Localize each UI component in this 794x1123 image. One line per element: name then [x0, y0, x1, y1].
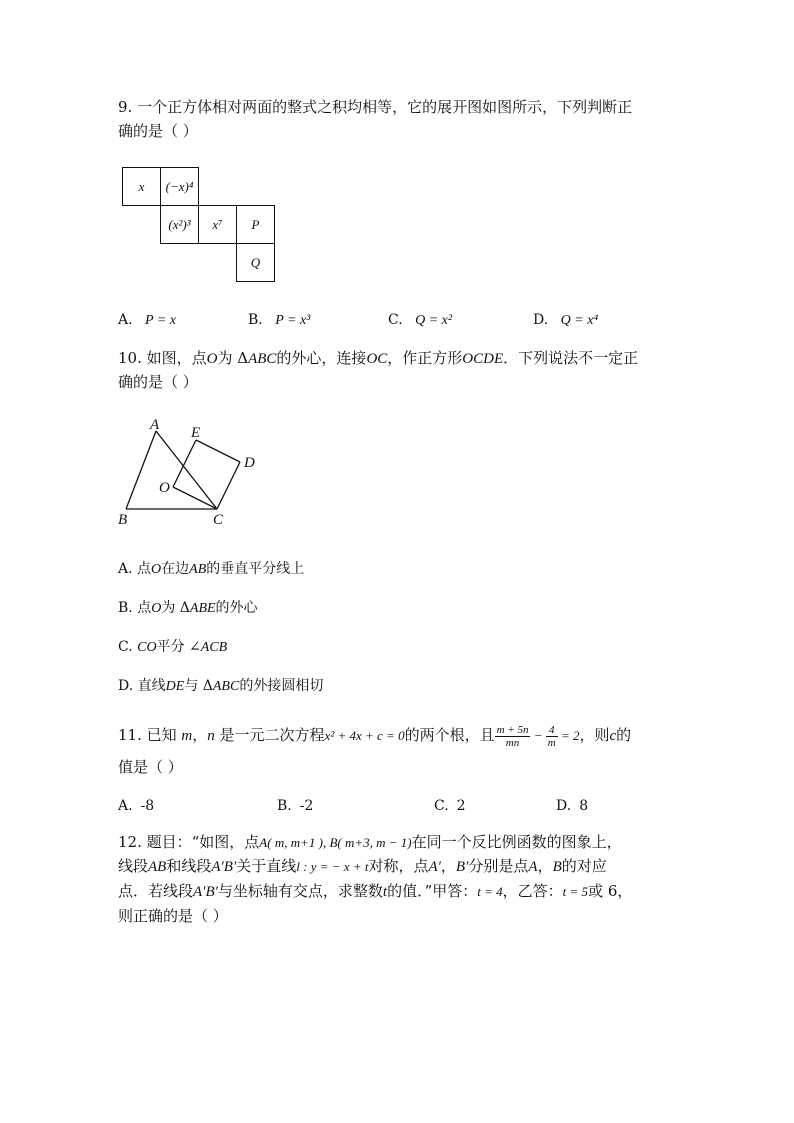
var: ACB [200, 640, 228, 655]
q11-stem-line1 [118, 722, 631, 749]
option-label: C. [388, 312, 403, 328]
text: D. 直线 [118, 678, 166, 694]
var: O [151, 601, 162, 616]
var-ocde: OCDE [462, 351, 504, 367]
fraction-2 [546, 724, 558, 749]
q9-option-d[interactable] [533, 311, 598, 330]
option-label: D. [556, 798, 572, 814]
var-o: O [206, 351, 218, 367]
text: 平分 ∠ [156, 639, 201, 655]
line-equation: l : y = − x + t [296, 859, 369, 874]
option-expr: Q = x² [415, 313, 453, 328]
label-e: E [191, 425, 201, 441]
option-value: 8 [579, 798, 589, 814]
segment-ac [156, 431, 217, 509]
text: ，则 [579, 726, 610, 744]
segment-cd [217, 462, 240, 509]
numerator: m + 5n [496, 723, 529, 736]
var: A′ [428, 859, 441, 875]
var: B′ [455, 859, 469, 875]
text: 关于直线 [236, 857, 297, 875]
text: 对称，点 [368, 857, 429, 875]
text: 为 Δ [161, 600, 190, 616]
net-cell-neg-x-4: (−x)⁴ [160, 167, 199, 206]
answer-jia: t = 4 [477, 884, 503, 899]
text: 或 6， [588, 882, 633, 900]
var: CO [137, 640, 157, 655]
text: ， [440, 857, 456, 875]
var-oc: OC [366, 351, 388, 367]
text: 是一元二次方程 [214, 726, 325, 744]
q10-stem-line2: 确的是（ ） [118, 373, 198, 391]
numerator: 4 [546, 724, 558, 737]
q10-option-c[interactable] [118, 638, 227, 657]
net-cell-x7: x⁷ [198, 205, 237, 244]
text: 点．若线段 [118, 882, 194, 900]
segment-eo [173, 440, 196, 487]
option-label: B. [248, 312, 263, 328]
net-cell-x: x [122, 167, 161, 206]
var-c: c [609, 728, 617, 744]
option-value: -2 [299, 798, 314, 814]
text: 的垂直平分线上 [206, 561, 305, 577]
q10-option-a[interactable] [118, 560, 304, 579]
q12-stem-line2 [118, 856, 607, 877]
text: 的外接圆相切 [239, 678, 324, 694]
equation: x² + 4x + c = 0 [324, 728, 405, 743]
q9-option-c[interactable] [388, 311, 452, 330]
segment-oc [173, 487, 217, 509]
q11-option-b[interactable] [277, 797, 313, 815]
option-expr: P = x³ [275, 313, 311, 328]
var: AB [189, 562, 207, 577]
q11-stem-line2: 值是（ ） [118, 758, 183, 776]
var: A [528, 859, 538, 875]
option-expr: P = x [145, 313, 176, 328]
text: 10. 如图，点 [118, 349, 207, 367]
var: B [552, 859, 562, 875]
q10-option-b[interactable] [118, 599, 258, 618]
q12-stem-line3 [118, 881, 632, 902]
text: 的值．”甲答： [387, 882, 478, 900]
label-a: A [150, 417, 160, 433]
segment-ab [126, 431, 156, 509]
option-expr: Q = x⁴ [560, 313, 599, 328]
text: ， [192, 726, 208, 744]
net-cell-p: P [236, 205, 275, 244]
option-label: A. [118, 312, 133, 328]
denominator: mn [505, 736, 520, 749]
net-cell-x2-3: (x²)³ [160, 205, 199, 244]
text: 的外心 [215, 600, 258, 616]
text: 与 Δ [184, 678, 213, 694]
q12-stem-line4: 则正确的是（ ） [118, 907, 228, 925]
var-t: t [382, 884, 388, 900]
q10-option-d[interactable] [118, 677, 323, 696]
q10-figure [110, 412, 270, 530]
answer-yi: t = 5 [562, 884, 589, 899]
var: A′B′ [193, 884, 218, 900]
var: DE [165, 679, 185, 694]
var: O [151, 562, 162, 577]
option-label: B. [277, 798, 292, 814]
points: A( m, m+1 ), B( m+3, m − 1) [259, 835, 412, 850]
net-cell-q: Q [236, 243, 275, 282]
text: B. 点 [118, 600, 152, 616]
q11-option-c[interactable] [434, 797, 466, 815]
fraction-1 [495, 724, 531, 749]
text: 与坐标轴有交点，求整数 [217, 882, 383, 900]
label-d: D [244, 455, 255, 471]
denominator: m [547, 736, 556, 749]
option-label: D. [533, 312, 549, 328]
equals: = 2 [557, 728, 580, 743]
text: ，乙答： [502, 882, 563, 900]
var-n: n [207, 728, 215, 744]
text: 12. 题目：“如图，点 [118, 833, 260, 851]
operator: − [530, 728, 546, 743]
q9-option-a[interactable] [118, 311, 176, 330]
text: ，作正方形 [387, 349, 463, 367]
var: ABC [212, 679, 240, 694]
q9-stem-line1: 9. 一个正方体相对两面的整式之积均相等，它的展开图如图所示，下列判断正 [118, 98, 633, 116]
text: 在边 [161, 561, 190, 577]
text: A. 点 [118, 561, 152, 577]
text: 的外心，连接 [276, 349, 367, 367]
q11-option-d[interactable] [556, 797, 588, 815]
text: 线段 [118, 857, 149, 875]
segment-de [196, 440, 240, 462]
q9-stem-line2: 确的是（ ） [118, 122, 198, 140]
q11-option-a[interactable] [118, 797, 154, 815]
option-value: -8 [140, 798, 155, 814]
var: AB [148, 859, 167, 875]
label-o: O [159, 480, 170, 496]
var: A′B′ [211, 859, 237, 875]
label-b: B [118, 512, 128, 528]
var-m: m [181, 728, 193, 744]
text: C. [118, 639, 138, 655]
text: 的对应 [561, 857, 607, 875]
option-label: A. [118, 798, 133, 814]
text: ， [537, 857, 553, 875]
text: 分别是点 [468, 857, 529, 875]
var-abc: ABC [248, 351, 277, 367]
text: 的两个根，且 [404, 726, 495, 744]
text: 的 [616, 726, 632, 744]
var: ABE [189, 601, 216, 616]
text: 在同一个反比例函数的图象上， [411, 833, 622, 851]
text: ．下列说法不一定正 [503, 349, 639, 367]
q12-stem-line1 [118, 832, 622, 853]
label-c: C [213, 512, 224, 528]
option-label: C. [434, 798, 449, 814]
q10-stem-line1 [118, 348, 638, 369]
text: 为 Δ [217, 349, 249, 367]
text: 11. 已知 [118, 726, 182, 744]
q9-option-b[interactable] [248, 311, 310, 330]
text: 和线段 [166, 857, 212, 875]
option-value: 2 [456, 798, 466, 814]
